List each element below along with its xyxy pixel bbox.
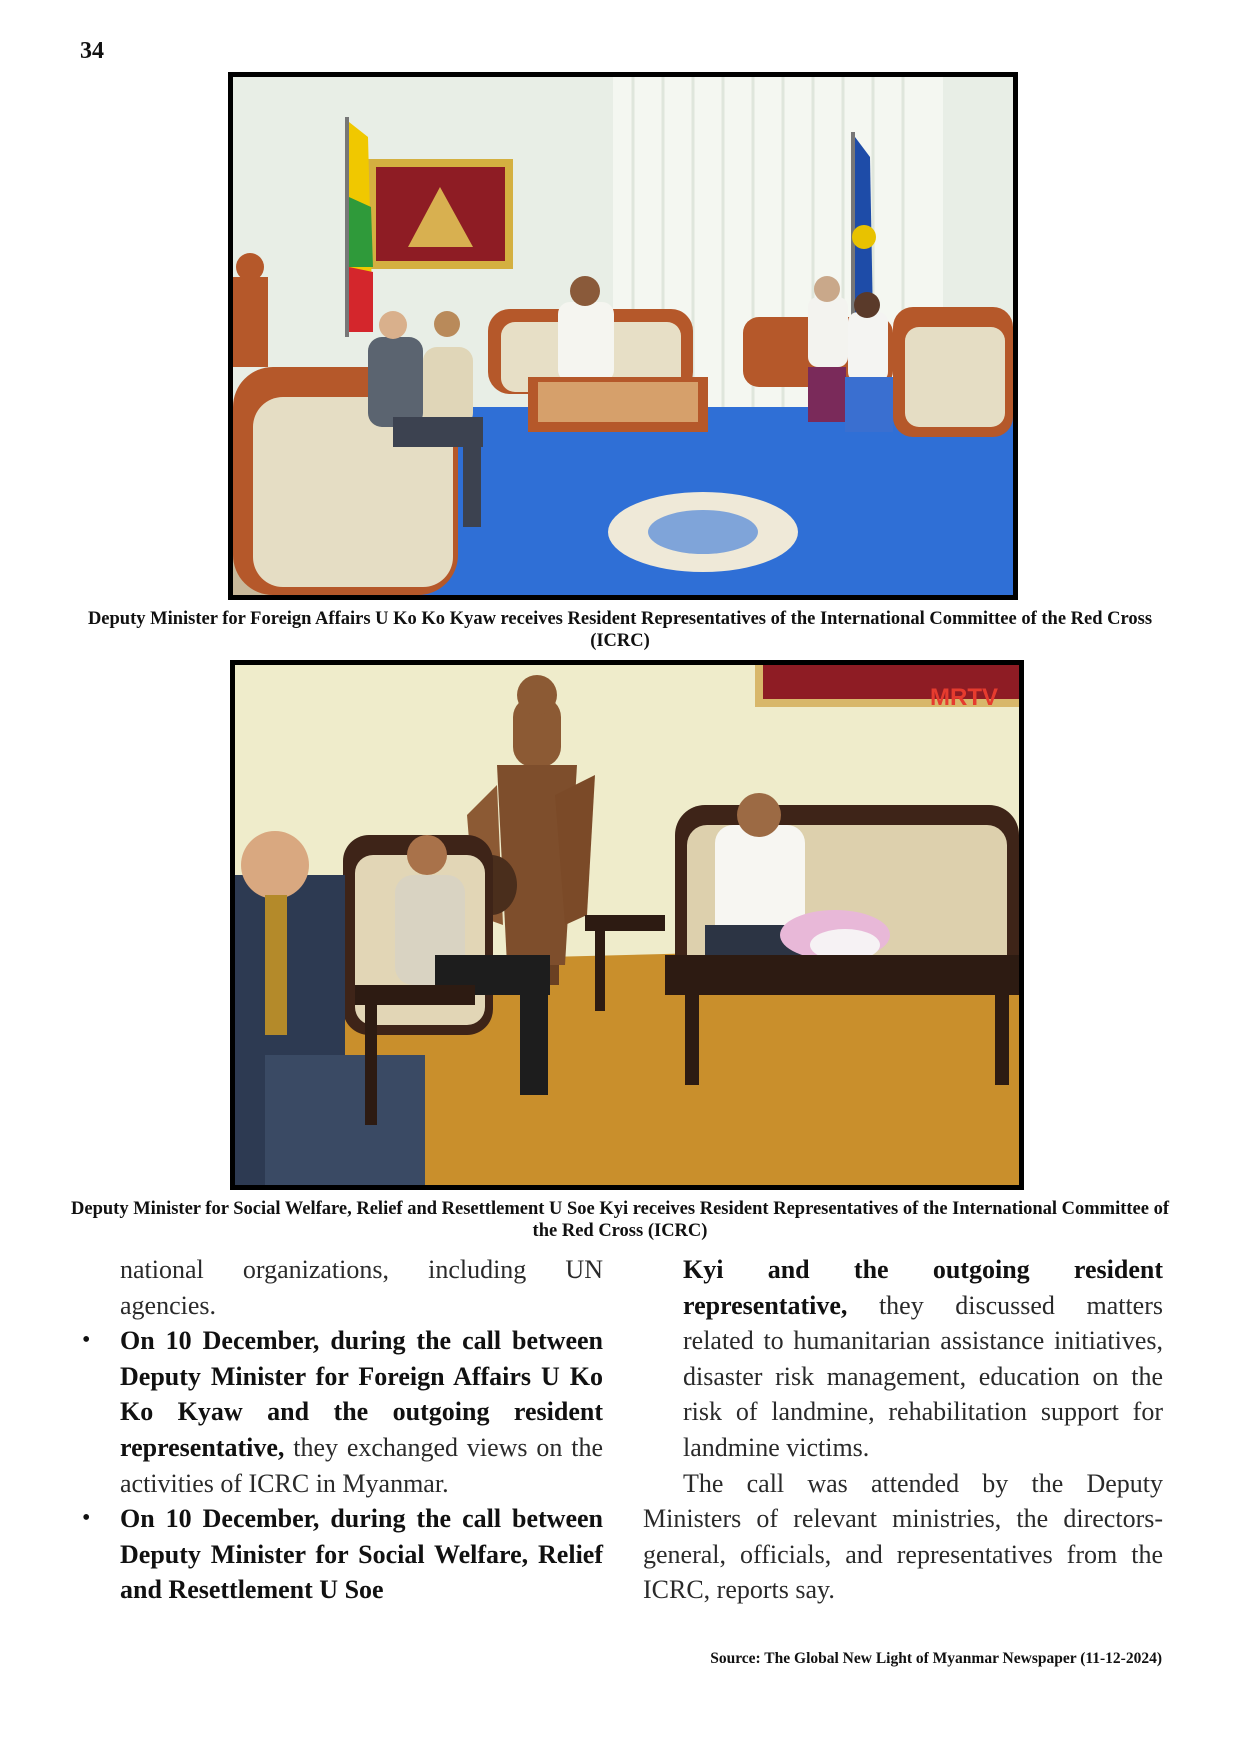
photo-meeting-social-welfare <box>230 660 1024 1190</box>
photo-foreign-affairs-illustration <box>233 77 1013 595</box>
photo-caption-foreign-affairs: Deputy Minister for Foreign Affairs U Ko Ko Kyaw receives Resident Representatives of the International Committee of the Red Cross (ICRC) <box>87 609 1153 651</box>
article-right-column <box>643 1252 1163 1608</box>
left-intro: national organizations, including UN agencies. <box>120 1255 603 1320</box>
closing-paragraph: The call was attended by the Deputy Ministers of relevant ministries, the directors-general, officials, and representatives from the ICRC, reports say. <box>643 1468 1163 1605</box>
source-credit: Source: The Global New Light of Myanmar Newspaper (11-12-2024) <box>710 1650 1162 1667</box>
page-number: 34 <box>80 38 104 64</box>
bullet-social-welfare-continued: Kyi and the outgoing resident representative, they discussed matters related to humanitarian assistance initiatives, disaster risk management, education on the risk of landmine, rehabilitation support for landmine victims. <box>683 1255 1163 1462</box>
tv-watermark: MRTV <box>930 684 998 711</box>
bullet-foreign-affairs: • On 10 December, during the call between Deputy Minister for Foreign Affairs U Ko Ko Kyaw and the outgoing resident representative, they exchanged views on the activities of ICRC in Myanmar. <box>120 1323 603 1501</box>
photo-meeting-foreign-affairs <box>228 72 1018 600</box>
article-left-column <box>120 1252 603 1608</box>
photo-caption-social-welfare: Deputy Minister for Social Welfare, Relief and Resettlement U Soe Kyi receives Resident Representatives of the International Committee of the Red Cross (ICRC) <box>71 1199 1169 1241</box>
photo-social-welfare-illustration <box>235 665 1019 1185</box>
bullet-social-welfare: • On 10 December, during the call between Deputy Minister for Social Welfare, Relief and Resettlement U Soe <box>120 1501 603 1608</box>
